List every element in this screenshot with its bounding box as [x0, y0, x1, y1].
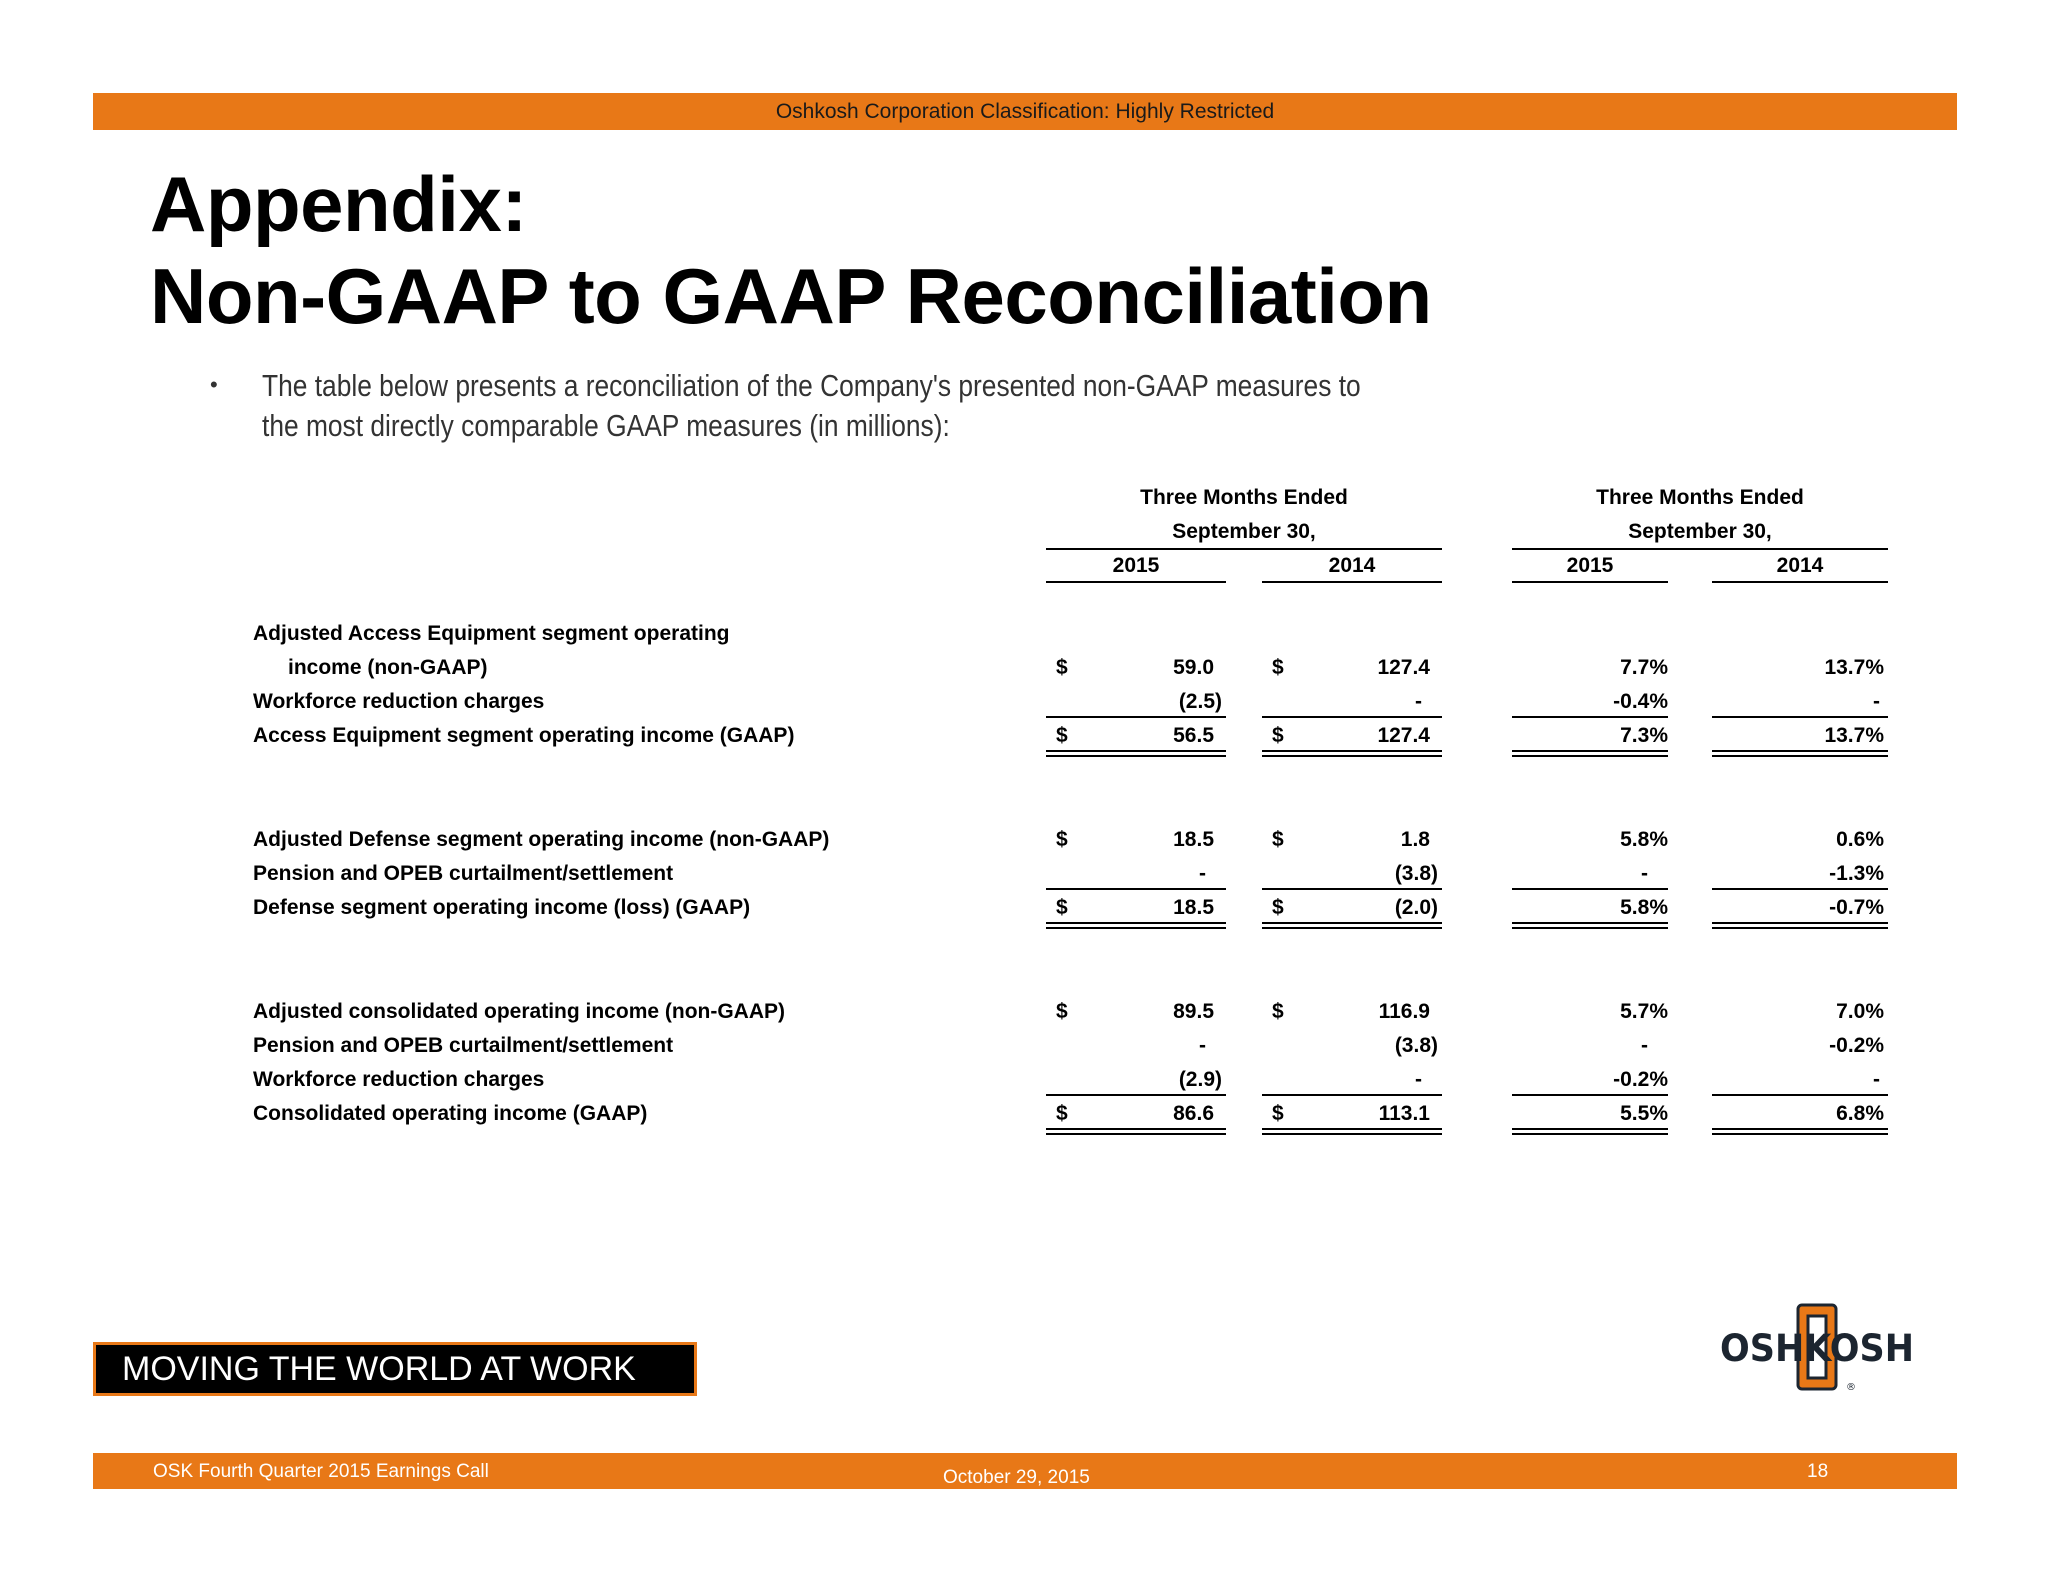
- row-label: Adjusted consolidated operating income (non-GAAP): [253, 1000, 786, 1023]
- pct-2015: 7.3%: [1620, 724, 1668, 747]
- total-double-rule: [1512, 750, 1668, 752]
- total-double-rule: [1712, 1133, 1888, 1135]
- dollar-sign: $: [1056, 656, 1068, 679]
- access-label-line2: income (non-GAAP): [288, 656, 488, 679]
- group2-header-line1: Three Months Ended: [1596, 486, 1804, 509]
- subtotal-rule: [1046, 716, 1226, 718]
- footer-event: OSK Fourth Quarter 2015 Earnings Call: [153, 1461, 489, 1482]
- classification-banner: [93, 93, 1957, 130]
- total-double-rule: [1512, 1128, 1668, 1130]
- dollar-sign: $: [1056, 896, 1068, 919]
- value-2014: 127.4: [1377, 656, 1430, 679]
- registered-mark: ®: [1846, 1382, 1856, 1393]
- subtotal-rule: [1712, 716, 1888, 718]
- value-2014: 127.4: [1377, 724, 1430, 747]
- value-2015: 18.5: [1173, 828, 1214, 851]
- total-double-rule: [1712, 1128, 1888, 1130]
- total-double-rule: [1512, 927, 1668, 929]
- subtotal-rule: [1512, 888, 1668, 890]
- access-label-line1: Adjusted Access Equipment segment operating: [253, 622, 730, 645]
- value-2015: -: [1199, 1034, 1206, 1057]
- pct-2015: -0.4%: [1613, 690, 1668, 713]
- total-double-rule: [1262, 1128, 1442, 1130]
- pct-2015: 5.7%: [1620, 1000, 1668, 1023]
- subtotal-rule: [1512, 1094, 1668, 1096]
- total-double-rule: [1512, 922, 1668, 924]
- pct-2014: -: [1873, 1068, 1880, 1091]
- group1-header-rule: [1046, 548, 1442, 550]
- group1-header-line2: September 30,: [1172, 520, 1316, 543]
- dollar-sign: $: [1272, 656, 1284, 679]
- group2-header-rule: [1512, 548, 1888, 550]
- subtotal-rule: [1262, 888, 1442, 890]
- year-rule: [1512, 581, 1668, 583]
- subtotal-rule: [1046, 888, 1226, 890]
- value-2014: (3.8): [1394, 862, 1438, 885]
- pct-2015: 7.7%: [1620, 656, 1668, 679]
- total-double-rule: [1046, 922, 1226, 924]
- year-rule: [1046, 581, 1226, 583]
- dollar-sign: $: [1272, 1102, 1284, 1125]
- total-double-rule: [1512, 755, 1668, 757]
- total-double-rule: [1262, 1133, 1442, 1135]
- value-2015: 86.6: [1173, 1102, 1214, 1125]
- pct-2014: -0.2%: [1829, 1034, 1884, 1057]
- total-double-rule: [1512, 1133, 1668, 1135]
- subtotal-rule: [1046, 1094, 1226, 1096]
- pct-2014: 13.7%: [1824, 656, 1884, 679]
- pct-2015: -0.2%: [1613, 1068, 1668, 1091]
- tagline-text: MOVING THE WORLD AT WORK: [122, 1349, 636, 1388]
- dollar-sign: $: [1272, 828, 1284, 851]
- dollar-sign: $: [1272, 1000, 1284, 1023]
- subtotal-rule: [1712, 888, 1888, 890]
- dollar-sign: $: [1056, 724, 1068, 747]
- total-double-rule: [1046, 927, 1226, 929]
- value-2014: 1.8: [1400, 828, 1430, 851]
- dollar-sign: $: [1272, 724, 1284, 747]
- total-double-rule: [1262, 750, 1442, 752]
- year-header: 2014: [1776, 554, 1824, 577]
- value-2015: (2.9): [1178, 1068, 1222, 1091]
- row-label: Workforce reduction charges: [253, 690, 545, 713]
- year-header: 2015: [1112, 554, 1160, 577]
- bullet-marker: •: [210, 372, 218, 397]
- row-label: Pension and OPEB curtailment/settlement: [253, 1034, 674, 1057]
- page-title: [150, 158, 1432, 342]
- title-line-2: Non-GAAP to GAAP Reconciliation: [150, 252, 1432, 340]
- tagline-box: [93, 1342, 697, 1396]
- pct-2014: 6.8%: [1836, 1102, 1884, 1125]
- value-2015: (2.5): [1178, 690, 1222, 713]
- row-label: Access Equipment segment operating income (GAAP): [253, 724, 795, 747]
- year-rule: [1712, 581, 1888, 583]
- total-double-rule: [1712, 750, 1888, 752]
- pct-2014: 13.7%: [1824, 724, 1884, 747]
- value-2014: (3.8): [1394, 1034, 1438, 1057]
- subtotal-rule: [1262, 1094, 1442, 1096]
- value-2015: 89.5: [1173, 1000, 1214, 1023]
- total-double-rule: [1046, 1128, 1226, 1130]
- row-label: Pension and OPEB curtailment/settlement: [253, 862, 674, 885]
- value-2015: 59.0: [1173, 656, 1214, 679]
- total-double-rule: [1046, 750, 1226, 752]
- pct-2015: 5.8%: [1620, 896, 1668, 919]
- value-2014: -: [1415, 690, 1422, 713]
- logo-wordmark: OSHKOSH: [1720, 1327, 1914, 1370]
- subtotal-rule: [1512, 716, 1668, 718]
- pct-2015: -: [1641, 862, 1648, 885]
- value-2015: -: [1199, 862, 1206, 885]
- total-double-rule: [1712, 922, 1888, 924]
- group1-header-line1: Three Months Ended: [1140, 486, 1348, 509]
- pct-2014: -0.7%: [1829, 896, 1884, 919]
- total-double-rule: [1712, 927, 1888, 929]
- subtotal-rule: [1262, 716, 1442, 718]
- value-2014: 113.1: [1378, 1102, 1430, 1125]
- intro-text: The table below presents a reconciliation of the Company's presented non-GAAP measures to the most directly comparable GAAP measures (in millions):: [262, 368, 1361, 443]
- footer-bar: [93, 1453, 1957, 1489]
- total-double-rule: [1046, 755, 1226, 757]
- year-header: 2014: [1328, 554, 1376, 577]
- row-label: Workforce reduction charges: [253, 1068, 545, 1091]
- row-label: Adjusted Defense segment operating income (non-GAAP): [253, 828, 830, 851]
- group2-header-line2: September 30,: [1628, 520, 1772, 543]
- pct-2014: 7.0%: [1836, 1000, 1884, 1023]
- classification-text: Oshkosh Corporation Classification: Highly Restricted: [775, 99, 1275, 123]
- dollar-sign: $: [1056, 1000, 1068, 1023]
- total-double-rule: [1046, 1133, 1226, 1135]
- pct-2014: -1.3%: [1829, 862, 1884, 885]
- value-2015: 18.5: [1173, 896, 1214, 919]
- pct-2015: 5.8%: [1620, 828, 1668, 851]
- value-2014: (2.0): [1394, 896, 1438, 919]
- pct-2014: 0.6%: [1836, 828, 1884, 851]
- year-rule: [1262, 581, 1442, 583]
- dollar-sign: $: [1272, 896, 1284, 919]
- row-label: Consolidated operating income (GAAP): [253, 1102, 648, 1125]
- dollar-sign: $: [1056, 828, 1068, 851]
- value-2014: 116.9: [1378, 1000, 1430, 1023]
- dollar-sign: $: [1056, 1102, 1068, 1125]
- pct-2015: 5.5%: [1620, 1102, 1668, 1125]
- total-double-rule: [1262, 755, 1442, 757]
- row-label: Defense segment operating income (loss) (GAAP): [253, 896, 751, 919]
- pct-2014: -: [1873, 690, 1880, 713]
- subtotal-rule: [1712, 1094, 1888, 1096]
- value-2015: 56.5: [1173, 724, 1214, 747]
- footer-date: October 29, 2015: [943, 1467, 1090, 1488]
- page-number: 18: [1807, 1461, 1829, 1482]
- total-double-rule: [1262, 922, 1442, 924]
- value-2014: -: [1415, 1068, 1422, 1091]
- title-line-1: Appendix:: [150, 160, 527, 248]
- oshkosh-logo: [1718, 1302, 1916, 1394]
- pct-2015: -: [1641, 1034, 1648, 1057]
- total-double-rule: [1262, 927, 1442, 929]
- year-header: 2015: [1566, 554, 1614, 577]
- total-double-rule: [1712, 755, 1888, 757]
